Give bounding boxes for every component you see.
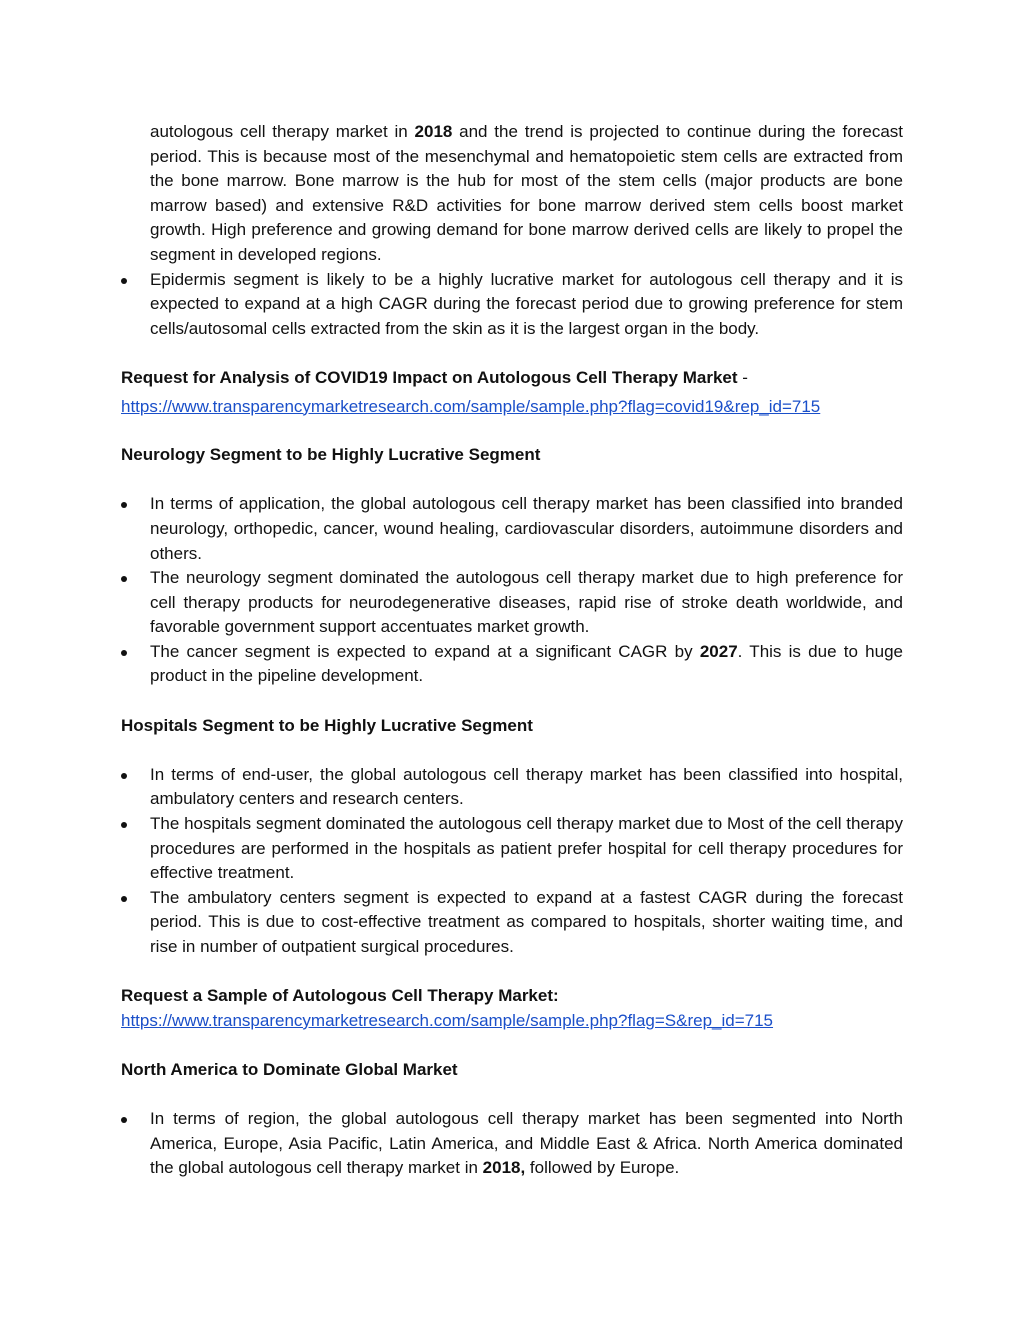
neurology-bullet-3: [121, 640, 903, 689]
hospitals-bullet-3: [121, 886, 903, 960]
neurology-text-2: The neurology segment dominated the autologous cell therapy market due to high preference for cell therapy products for neurodegenerative diseases, rapid rise of stroke death worldwide, and favorable government support accentuates market growth.: [150, 568, 903, 637]
sample-request-label: Request a Sample of Autologous Cell Therapy Market:: [121, 986, 559, 1006]
neurology-bullet-list: [121, 492, 903, 689]
hospitals-bullet-1: [121, 763, 903, 812]
epidermis-text: Epidermis segment is likely to be a highly lucrative market for autologous cell therapy and it is expected to expand at a high CAGR during the forecast period due to growing preference for stem cells/autosomal cells extracted from the skin as it is the largest organ in the body.: [150, 269, 903, 338]
hospitals-heading: Hospitals Segment to be Highly Lucrative Segment: [121, 715, 533, 735]
epidermis-bullet: [121, 268, 903, 342]
hospitals-text-1: In terms of end-user, the global autologous cell therapy market has been classified into hospital, ambulatory centers and research centers.: [150, 764, 903, 809]
covid-request-link[interactable]: https://www.transparencymarketresearch.com/sample/sample.php?flag=covid19&rep_id=715: [121, 396, 821, 416]
neurology-heading: Neurology Segment to be Highly Lucrative Segment: [121, 445, 541, 465]
intro-text-b: and the trend is projected to continue during the forecast period. This is because most of the mesenchymal and hematopoietic stem cells are extracted from the bone marrow. Bone marrow is the hub for most of the stem cells (major products are bone marrow based) and extensive R&D activities for bone marrow derived stem cells boost market growth. High preference and growing demand for bone marrow derived cells are likely to propel the segment in developed regions.: [150, 122, 904, 264]
intro-bullet-list: [121, 120, 903, 341]
neurology-bullet-1: [121, 492, 903, 566]
north-america-text-b: followed by Europe.: [525, 1158, 680, 1178]
intro-paragraph-continued: [121, 120, 903, 268]
sample-request-link[interactable]: https://www.transparencymarketresearch.com/sample/sample.php?flag=S&rep_id=715: [121, 1010, 774, 1030]
hospitals-bullet-list: [121, 763, 903, 960]
intro-year: 2018: [414, 122, 453, 141]
hospitals-bullet-2: [121, 812, 903, 886]
hospitals-text-3: The ambulatory centers segment is expected to expand at a fastest CAGR during the forecast period. This is due to cost-effective treatment as compared to hospitals, shorter waiting time, and rise in number of outpatient surgical procedures.: [150, 887, 903, 956]
covid-request-sep: -: [737, 367, 748, 387]
neurology-text-3a: The cancer segment is expected to expand at a significant CAGR by: [150, 641, 700, 661]
hospitals-text-2: The hospitals segment dominated the autologous cell therapy market due to Most of the cell therapy procedures are performed in the hospitals as patient prefer hospital for cell therapy procedures for effective treatment.: [150, 814, 903, 883]
north-america-bullet-1: [121, 1107, 903, 1181]
covid-request-label: Request for Analysis of COVID19 Impact on Autologous Cell Therapy Market: [121, 367, 738, 387]
north-america-heading: North America to Dominate Global Market: [121, 1059, 458, 1079]
neurology-text-3b: . This is due to huge product in the pipeline development.: [150, 641, 903, 686]
neurology-year: 2027: [699, 641, 738, 661]
intro-text-a: autologous cell therapy market in: [150, 122, 415, 141]
north-america-text-a: In terms of region, the global autologous cell therapy market has been segmented into North America, Europe, Asia Pacific, Latin America, and Middle East & Africa. North America dominated the global autologous cell therapy market in: [150, 1109, 903, 1178]
north-america-year: 2018,: [482, 1158, 526, 1178]
covid-request: [121, 366, 903, 391]
north-america-bullet-list: [121, 1107, 903, 1181]
neurology-text-1: In terms of application, the global autologous cell therapy market has been classified into branded neurology, orthopedic, cancer, wound healing, cardiovascular disorders, autoimmune disorders and others.: [150, 494, 903, 563]
neurology-bullet-2: [121, 566, 903, 640]
